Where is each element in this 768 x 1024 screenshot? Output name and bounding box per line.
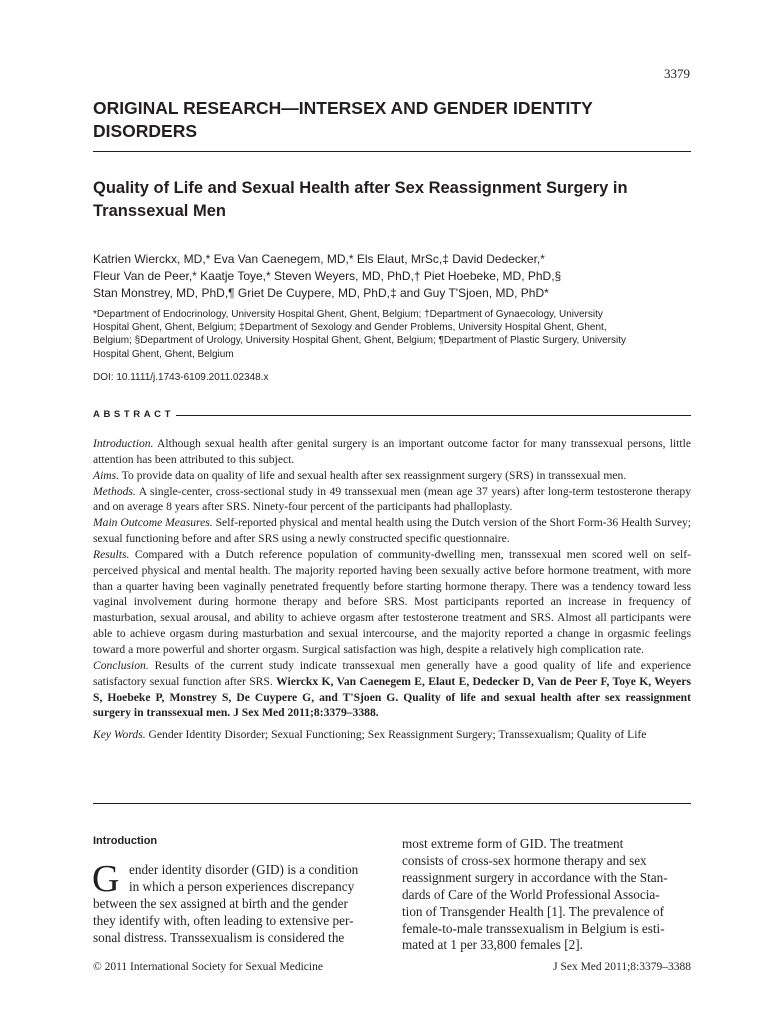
abstract-measures-label: Main Outcome Measures. xyxy=(93,516,213,530)
drop-cap: G xyxy=(92,858,120,900)
abstract-results xyxy=(93,547,691,658)
abstract-intro-label: Introduction. xyxy=(93,437,154,450)
affiliation-line: Hospital Ghent, Ghent, Belgium; ‡Department of Sexology and Gender Problems, University Hospital Ghent, Ghent, xyxy=(93,322,607,334)
abstract-intro-text: Although sexual health after genital surgery is an important outcome factor for many transsexual persons, little attention has been attributed to this subject. xyxy=(93,437,691,466)
affiliation-line: *Department of Endocrinology, University Hospital Ghent, Ghent, Belgium; †Department of Gynaecology, University xyxy=(93,309,603,320)
body-line: mated at 1 per 33,800 females [2]. xyxy=(402,937,583,953)
body-line: reassignment surgery in accordance with the Stan- xyxy=(402,869,668,885)
copyright-footer: © 2011 International Society for Sexual Medicine xyxy=(93,961,323,973)
abstract-label: ABSTRACT xyxy=(93,409,175,420)
keywords-text: Gender Identity Disorder; Sexual Functioning; Sex Reassignment Surgery; Transsexualism; Quality of Life xyxy=(145,728,647,742)
body-line: in which a person experiences discrepancy xyxy=(129,878,355,894)
body-line: they identify with, often leading to extensive per- xyxy=(93,912,354,928)
abstract-body xyxy=(93,436,691,743)
abstract-measures-text: Self-reported physical and mental health using the Dutch version of the Short Form-36 Health Survey; sexual functioning before and after SRS using a newly constructed specific questionnaire. xyxy=(93,516,692,546)
body-line: consists of cross-sex hormone therapy and sex xyxy=(402,852,647,868)
author-line: Fleur Van de Peer,* Kaatje Toye,* Steven Weyers, MD, PhD,† Piet Hoebeke, MD, PhD,§ xyxy=(93,269,562,283)
abstract-measures xyxy=(93,515,691,547)
journal-footer: J Sex Med 2011;8:3379–3388 xyxy=(553,961,691,973)
citation: Wierckx K, Van Caenegem E, Elaut E, Dedecker D, Van de Peer F, Toye K, Weyers S, Hoebeke P, Monstrey S, De Cuypere G, and T'Sjoen G. Quality of life and sexual health after sex reassignment surgery in transsexual men. J Sex Med 2011;8:3379–3388. xyxy=(93,674,691,720)
affiliation-line: Belgium; §Department of Urology, University Hospital Ghent, Ghent, Belgium; ¶Department of Plastic Surgery, University xyxy=(93,335,626,347)
body-line: ender identity disorder (GID) is a condition xyxy=(129,862,359,877)
affiliation-line: Hospital Ghent, Ghent, Belgium xyxy=(93,348,234,360)
author-line: Katrien Wierckx, MD,* Eva Van Caenegem, MD,* Els Elaut, MrSc,‡ David Dedecker,* xyxy=(93,252,545,266)
doi-link[interactable]: DOI: 10.1111/j.1743-6109.2011.02348.x xyxy=(93,372,269,383)
abstract-conclusion-text: Results of the current study indicate transsexual men generally have a good quality of life and experience satisfactory sexual function after SRS. xyxy=(93,658,691,688)
abstract-results-label: Results. xyxy=(93,547,130,561)
abstract-conclusion-label: Conclusion. xyxy=(93,658,149,672)
body-line: sonal distress. Transsexualism is considered the xyxy=(93,929,345,945)
abstract-aims-text: To provide data on quality of life and sexual health after sex reassignment surgery (SRS) in transsexual men. xyxy=(119,468,627,482)
abstract-methods xyxy=(93,484,691,516)
body-line: dards of Care of the World Professional Associa- xyxy=(402,886,660,902)
author-line: Stan Monstrey, MD, PhD,¶ Griet De Cuypere, MD, PhD,‡ and Guy T'Sjoen, MD, PhD* xyxy=(93,286,549,300)
body-line: tion of Transgender Health [1]. The prevalence of xyxy=(402,903,664,919)
abstract-aims-label: Aims. xyxy=(93,468,120,482)
abstract-introduction xyxy=(93,436,691,468)
body-line: female-to-male transsexualism in Belgium is esti- xyxy=(402,920,665,936)
intro-right-column xyxy=(402,836,692,954)
affiliations xyxy=(93,308,693,361)
body-line: most extreme form of GID. The treatment xyxy=(402,836,624,851)
abstract-conclusion xyxy=(93,658,691,721)
keywords-label: Key Words. xyxy=(93,728,146,742)
introduction-heading: Introduction xyxy=(93,835,158,847)
intro-left-column xyxy=(92,858,380,947)
abstract-methods-text: A single-center, cross-sectional study in 49 transsexual men (mean age 37 years) after long-term testosterone therapy and on average 8 years after SRS. Ninety-four percent of the participants had phalloplasty. xyxy=(93,484,691,514)
abstract-aims xyxy=(93,468,691,484)
abstract-results-text: Compared with a Dutch reference population of community-dwelling men, transsexual men scored well on self-perceived physical and mental health. The majority reported having been sexually active before hormone treatment, with more than a quarter having been vaginally penetrated frequently before starting hormone therapy. There was a tendency toward less vaginal involvement during hormone therapy and before SRS. Most participants reported an increase in frequency of masturbation, sexual arousal, and ability to achieve orgasm after testosterone treatment and SRS. Almost all participants were able to achieve orgasm during masturbation and sexual intercourse, and the majority reported a change in orgasmic feelings toward a more powerful and shorter orgasm. Surgical satisfaction was high, despite a relatively high complication rate. xyxy=(93,547,691,656)
abstract-methods-label: Methods. xyxy=(93,484,136,498)
author-list xyxy=(93,251,703,302)
section-heading: ORIGINAL RESEARCH—INTERSEX AND GENDER IDENTITY DISORDERS xyxy=(93,98,593,141)
top-divider xyxy=(93,151,691,152)
abstract-header xyxy=(93,409,691,420)
bottom-divider xyxy=(93,803,691,804)
abstract-keywords xyxy=(93,727,691,743)
abstract-rule xyxy=(176,415,691,416)
page-number: 3379 xyxy=(664,66,690,81)
body-line: between the sex assigned at birth and the gender xyxy=(93,895,348,911)
article-title: Quality of Life and Sexual Health after Sex Reassignment Surgery in Transsexual Men xyxy=(93,179,628,220)
